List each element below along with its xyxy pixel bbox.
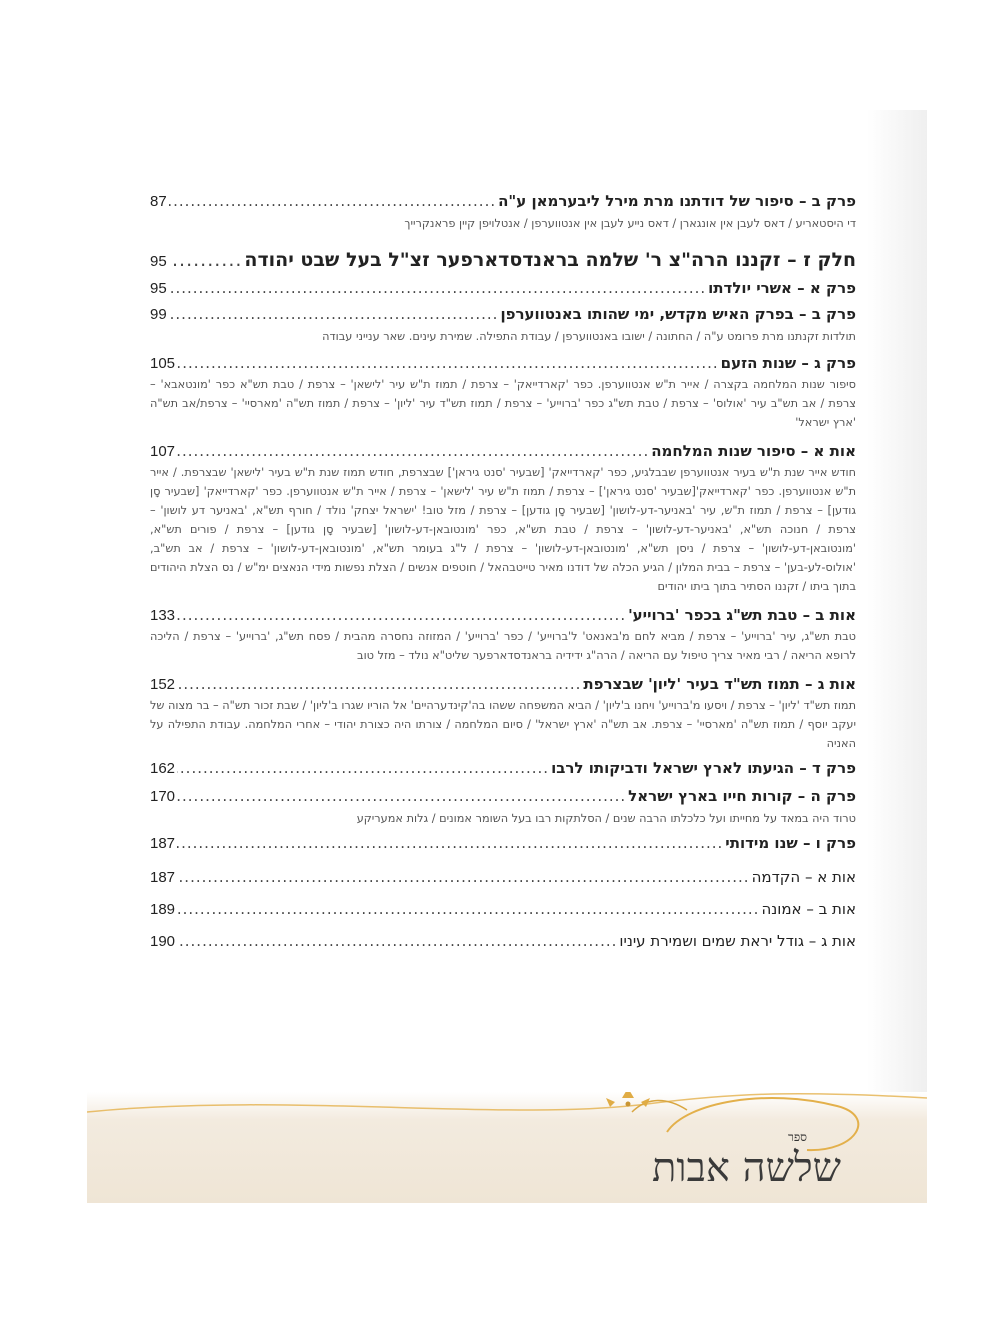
toc-entry-title: אות א – הקדמה <box>751 868 856 886</box>
toc-entry-title: פרק ב – סיפור של דודתנו מרת מירל ליבערמאן ע"ה <box>498 192 856 210</box>
dot-leader <box>169 249 243 271</box>
toc-entry-summary: תמוז תש"ד 'ליון' – צרפת / ויסעו מ'ברוייע' ויחנו ב'ליון' / הביא המשפחה ששהו בה'קינדערהיים' אל הוריו שגרו ב'ליון' / שבת זכור תש"ה – בר מצוה של יעקב יוסף / תמוז תש"ה 'מארסיי' – צרפת. אב תש"ה 'ארץ ישראל' / סיום המלחמה / צורתו היה כצורת יהודי – אחרי המלחמה. עבודת התפילה על האניה <box>150 699 856 750</box>
dot-leader <box>169 192 496 210</box>
dot-leader <box>177 354 719 372</box>
toc-subentry[interactable] <box>150 675 856 693</box>
toc-entry-title: אות א – סיפור שנות המלחמה <box>651 442 856 460</box>
toc-entry-page: 187 <box>150 869 176 886</box>
dot-leader <box>177 787 626 805</box>
toc-entry[interactable] <box>150 354 856 372</box>
toc-subentry[interactable] <box>150 606 856 624</box>
dot-leader <box>177 675 581 693</box>
toc-entry-page: 87 <box>150 193 167 210</box>
toc-entry-summary: חודש אייר שנת ת"ש בעיר אנטווערפן שבבלגיע, כפר 'קארדייאק' [שבעיר 'סנט גיראן'] שבצרפת, חודש תמוז שנת ת"ש בעיר 'לישאן' שבצרפת. / אייר ת"ש אנטווערפן. כפר 'קארדייאק'[שבעיר 'סנט גיראן'] – צרפת / תמוז ת"ש עיר 'לישאן' – צרפת / אייר ת"ש אנטווערפן. כפר 'קארדייאק' [שבעיר סָן גודען] – צרפת / תמוז ת"ש, עיר 'באניער-דע-לושון' [שבעיר סָן גודען] – צרפת / מזל טוב! 'ישראל יצחק' נולד / חורף תש"א, 'באניער דע לושון' – צרפת / חנוכה תש"א, 'באניער-דע-לושון' – צרפת / טבת תש"א, כפר 'מונטובאן-דע-לושון' [שבעיר סָן גודען] – צרפת / פורים תש"א, 'מונטובאן-דע-לושון' – צרפת / ניסן תש"א, 'מונטובאן-דע-לושון' – צרפת / ל"ג בעומר תש"א, 'מונטובאן-דע-לושון' – צרפת / אב תש"ב, 'אולוס-לע-בען' – צרפת – בבית המלון / הגיע הכלה של דודנו מאיר טייטבהאל / חוטפים אנשים / הצלת נפשות מידי הנאצים ימ"ש / נס הצלת היהודים בתוך ביתו / זקננו הסתיר בתוך ביתו יהודים <box>150 466 856 593</box>
toc-subentry[interactable] <box>150 442 856 460</box>
dot-leader <box>177 759 549 777</box>
toc-entry-title: פרק ו – שנו מידותי <box>725 834 856 852</box>
dot-leader <box>177 932 617 950</box>
toc-subentry[interactable] <box>150 868 856 886</box>
toc-entry-title: אות ב – טבת תש"ג בכפר 'ברוייע' <box>628 606 856 624</box>
dot-leader <box>177 868 750 886</box>
toc-entry-title: פרק ד – הגיעתו לארץ ישראל ודביקותו לרבו <box>551 759 856 777</box>
toc-entry-page: 189 <box>150 901 176 918</box>
toc-entry-summary: די היסטאריע / דאס לעבן אין אונגארן / דאס נייע לעבן אין אנטווערפן / אנטלויפן קיין פראנקרייך <box>404 217 856 230</box>
toc-subentry[interactable] <box>150 932 856 950</box>
toc-entry-title: פרק ג – שנות הזעם <box>720 354 856 372</box>
toc-entry-title: חלק ז – זקננו הרה"צ ר' שלמה בראנדסדארפער זצ"ל בעל שבט יהודה <box>244 249 856 271</box>
toc-entry-title: אות ג – גודל יראת שמים ושמירת עיניו <box>619 932 856 950</box>
toc-entry-page: 162 <box>150 760 176 777</box>
dot-leader <box>169 305 499 323</box>
toc-subentry[interactable] <box>150 900 856 918</box>
dot-leader <box>177 442 649 460</box>
dot-leader <box>177 834 723 852</box>
toc-entry[interactable] <box>150 759 856 777</box>
toc-entry-page: 95 <box>150 253 167 270</box>
toc-entry-title: פרק ב – בפרק האיש מקדש, ימי שהותו באנטווערפן <box>500 305 856 323</box>
toc-entry[interactable] <box>150 787 856 805</box>
toc-entry-page: 95 <box>150 280 167 297</box>
toc-entry[interactable] <box>150 279 856 297</box>
toc-entry-page: 99 <box>150 306 167 323</box>
toc-entry-summary: טבת תש"ג, עיר 'ברוייע' – צרפת / מביא לחם מ'באנאט' ל'ברוייע' / כפר 'ברוייע' / המזוזה נחסרה מהבית / פסח תש"ג, 'ברוייע' – צרפת / הליכה לרופא הריאה / רבי מאיר צריך טיפול עם הריאה / הרה"ג ידידיה בראנדסדארפער שליט"א נולד – מזל טוב <box>150 630 856 662</box>
toc-entry[interactable] <box>150 834 856 852</box>
toc-entry-title: אות ג – תמוז תש"ד בעיר 'ליון' שבצרפת <box>583 675 856 693</box>
toc-entry-summary: טרוד היה במאד על מחייתו ועל כלכלתו הרבה שנים / הסלתקות רבו בעל השומר אמונים / גלות אמעריקע <box>356 812 856 825</box>
toc-entry-page: 190 <box>150 933 176 950</box>
dot-leader <box>177 606 626 624</box>
table-of-contents <box>150 186 856 950</box>
toc-entry-page: 133 <box>150 607 176 624</box>
page-edge-shade <box>867 110 927 1203</box>
toc-entry[interactable] <box>150 305 856 323</box>
toc-part-heading[interactable] <box>150 249 856 271</box>
toc-entry-page: 170 <box>150 788 176 805</box>
toc-entry-summary: סיפור שנות המלחמה בקצרה / אייר ת"ש אנטווערפן. כפר 'קארדייאק' – צרפת / תמוז ת"ש עיר 'לישאן' – צרפת / טבת תש"א כפר 'מונטאבא' – צרפת / אב תש"ב עיר 'אולוס' – צרפת / טבת תש"ג כפר 'ברוייע' – צרפת / תמוז תש"ד עיר 'ליון' – צרפת / תמוז תש"ה 'מארסיי' – צרפת/אב תש"ה 'ארץ ישראל' <box>150 378 856 429</box>
toc-entry-summary: תולדות זקנתנו מרת פרומט ע"ה / החתונה / ישובו באנטווערפן / עבודת התפילה. שמירת עינים. שאר ענייני עבודה <box>322 330 856 343</box>
book-footer-banner <box>87 1092 927 1203</box>
toc-entry[interactable] <box>150 192 856 210</box>
toc-entry-title: פרק א – אשרי יולדתו <box>708 279 856 297</box>
toc-entry-page: 152 <box>150 676 176 693</box>
dot-leader <box>177 900 759 918</box>
toc-entry-title: אות ב – אמונה <box>761 900 856 918</box>
toc-entry-title: פרק ה – קורות חייו בארץ ישראל <box>628 787 856 805</box>
toc-entry-page: 105 <box>150 355 176 372</box>
dot-leader <box>169 279 706 297</box>
book-label: ספר <box>787 1130 807 1144</box>
toc-entry-page: 107 <box>150 443 176 460</box>
book-title: שלשה אבות <box>652 1145 841 1191</box>
toc-entry-page: 187 <box>150 835 176 852</box>
